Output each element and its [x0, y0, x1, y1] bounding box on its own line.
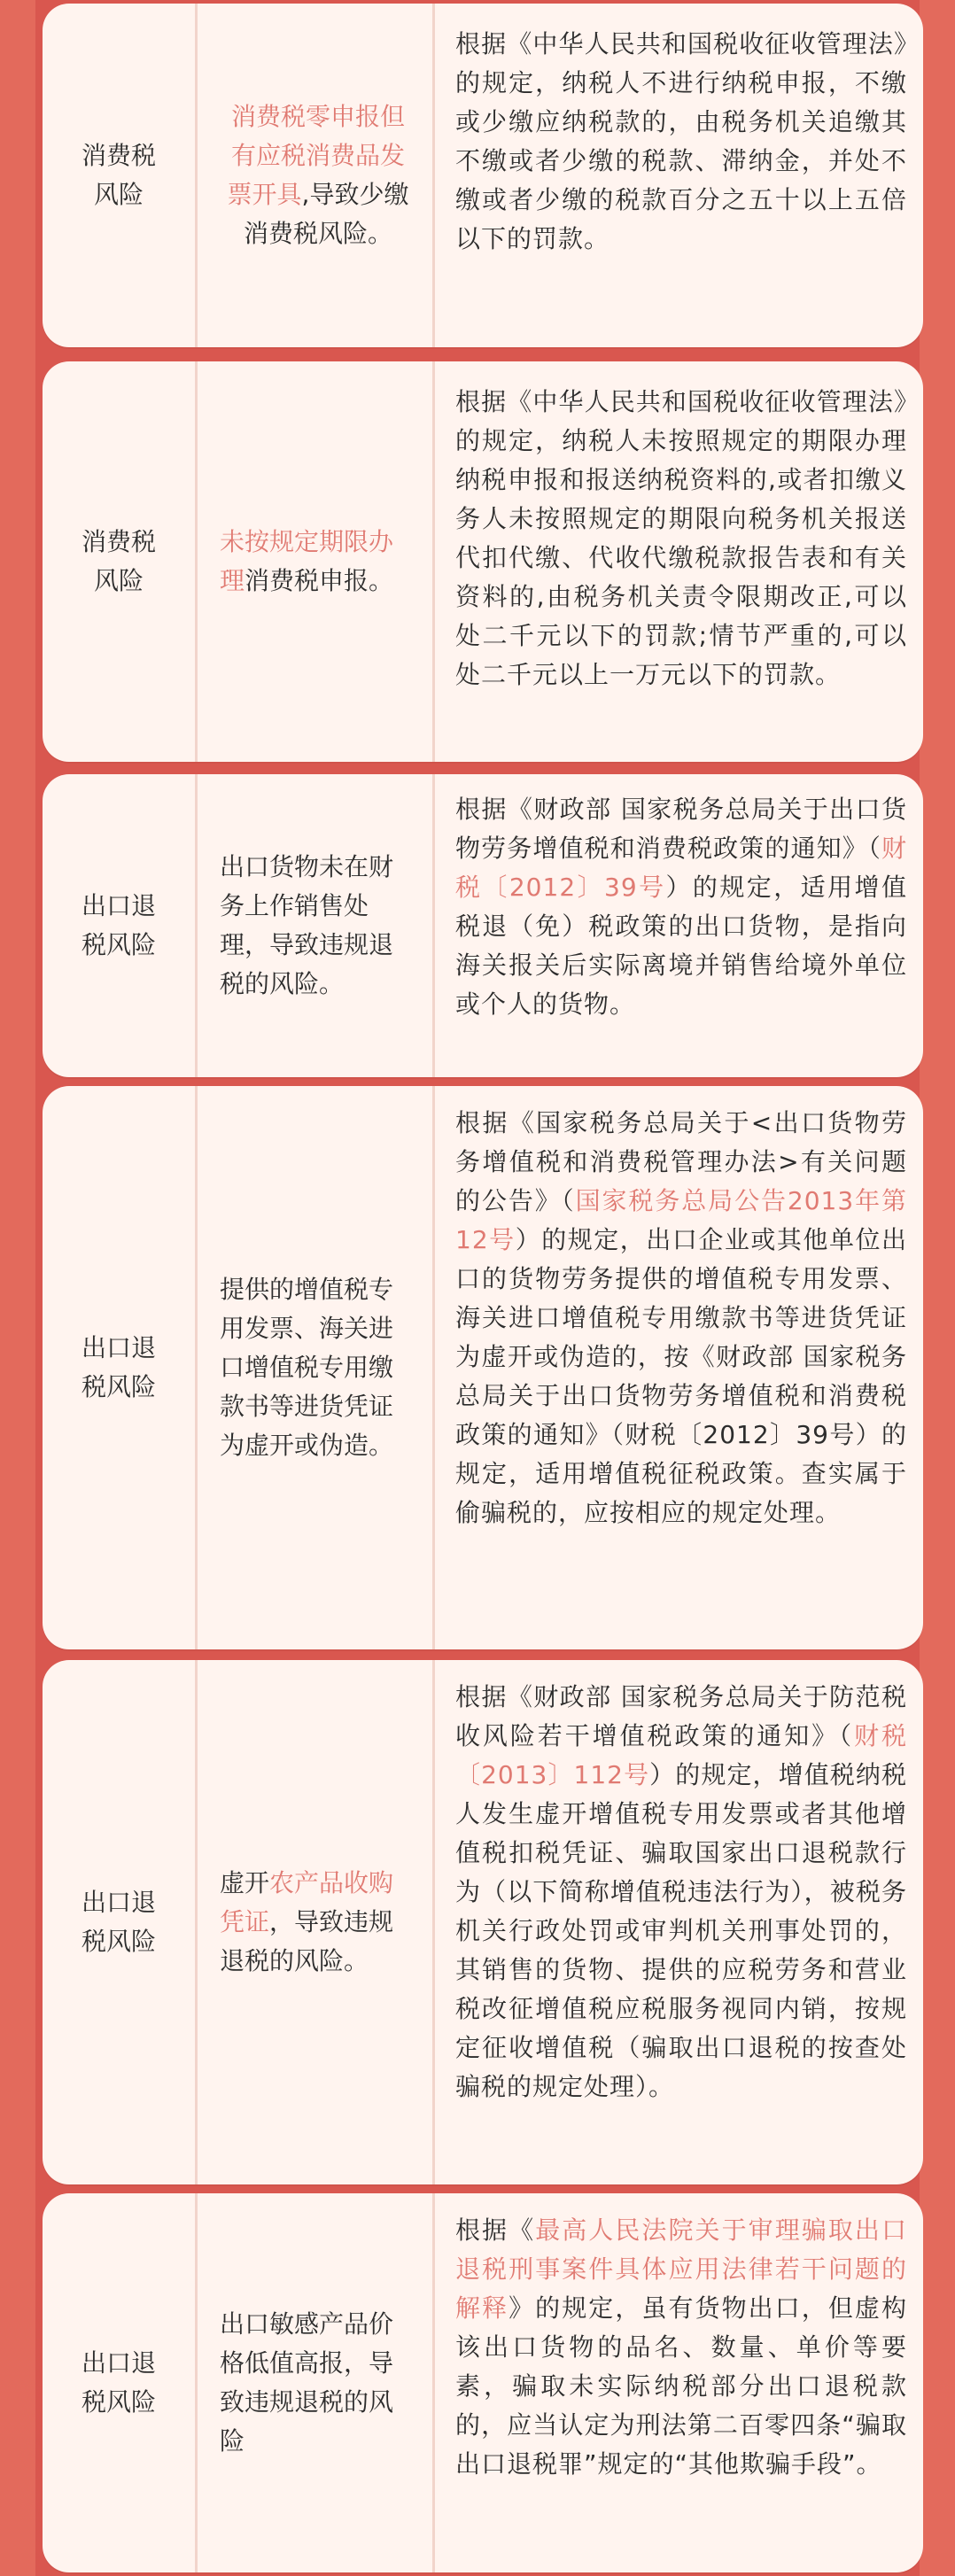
column-divider: [195, 1086, 198, 1649]
legal-basis-cell: [455, 383, 907, 694]
risk-type-cell: [43, 1086, 195, 1649]
column-divider: [432, 2193, 435, 2572]
risk-description-highlight: 未按规定期限办理: [220, 527, 394, 595]
risk-description-cell: [220, 1086, 416, 1649]
risk-type-label: 出口退税风险: [81, 1888, 156, 1956]
risk-description-cell: [220, 361, 416, 762]
legal-basis-cell: [455, 25, 907, 259]
column-divider: [195, 361, 198, 762]
left-decor-rail: [0, 0, 35, 2576]
risk-type-cell: [43, 2193, 195, 2572]
column-divider: [432, 774, 435, 1077]
column-divider: [432, 361, 435, 762]
column-divider: [195, 1660, 198, 2184]
risk-description-highlight: 农产品收购凭证: [220, 1868, 394, 1936]
risk-type-cell: [43, 361, 195, 762]
table-row: [43, 774, 923, 1077]
table-row: [43, 361, 923, 762]
legal-basis-cell: [455, 2211, 907, 2484]
risk-type-cell: [43, 774, 195, 1077]
column-divider: [432, 1086, 435, 1649]
legal-basis-highlight: 最高人民法院关于审理骗取出口退税刑事案件具体应用法律若干问题的解释: [455, 2215, 907, 2323]
legal-basis-text-after: 》的规定，虽有货物出口，但虚构该出口货物的品名、数量、单价等要素，骗取未实际纳税部分出口退税款的，应当认定为刑法第二百零四条“骗取出口退税罪”规定的“其他欺骗手段”。: [455, 2293, 907, 2479]
legal-basis-text: 根据《中华人民共和国税收征收管理法》的规定，纳税人不进行纳税申报，不缴或少缴应纳税款的，由税务机关追缴其不缴或者少缴的税款、滞纳金，并处不缴或者少缴的税款百分之五十以上五倍以下的罚款。: [455, 29, 907, 253]
risk-type-label: 消费税风险: [81, 141, 156, 209]
risk-description-highlight: 消费税零申报但有应税消费品发票开具: [227, 102, 405, 209]
risk-type-label: 出口退税风险: [81, 891, 156, 959]
column-divider: [432, 4, 435, 347]
risk-type-label: 消费税风险: [81, 527, 156, 595]
legal-basis-highlight: 国家税务总局公告2013年第12号: [455, 1186, 907, 1254]
risk-description-cell: [220, 2193, 416, 2572]
table-row: [43, 1086, 923, 1649]
legal-basis-text: 根据《中华人民共和国税收征收管理法》的规定，纳税人未按照规定的期限办理纳税申报和报送纳税资料的,或者扣缴义务人未按照规定的期限向税务机关报送代扣代缴、代收代缴税款报告表和有关资料的,由税务机关责令限期改正,可以处二千元以下的罚款;情节严重的,可以处二千元以上一万元以下的罚款。: [455, 387, 907, 689]
risk-description-cell: [220, 4, 416, 347]
risk-description-cell: [220, 774, 416, 1077]
risk-description-text: 出口货物未在财务上作销售处理，导致违规退税的风险。: [220, 852, 394, 998]
legal-basis-cell: [455, 790, 907, 1024]
right-decor-rail: [920, 0, 955, 2576]
risk-description-text: 消费税申报。: [245, 566, 394, 595]
risk-description-text: 虚开: [220, 1868, 270, 1897]
risk-description-text: 出口敏感产品价格低值高报，导致违规退税的风险: [220, 2309, 394, 2456]
risk-description-text: ,导致少缴消费税风险。: [243, 180, 409, 248]
table-row: [43, 1660, 923, 2184]
legal-basis-text: 根据《国家税务总局关于<出口货物劳务增值税和消费税管理办法>有关问题的公告》（: [455, 1108, 907, 1215]
risk-type-cell: [43, 4, 195, 347]
risk-description-text-after: ，导致违规退税的风险。: [220, 1907, 394, 1975]
legal-basis-text-after: ）的规定，出口企业或其他单位出口的货物劳务提供的增值税专用发票、海关进口增值税专用缴款书等进货凭证为虚开或伪造的，按《财政部 国家税务总局关于出口货物劳务增值税和消费税政策的通知》（财税〔2012〕39号）的规定，适用增值税征税政策。查实属于偷骗税的，应按相应的规定处理。: [455, 1225, 907, 1527]
legal-basis-text: 根据《财政部 国家税务总局关于防范税收风险若干增值税政策的通知》（: [455, 1682, 907, 1750]
risk-description-cell: [220, 1660, 416, 2184]
legal-basis-highlight: 财税〔2012〕39号: [455, 834, 907, 902]
column-divider: [432, 1660, 435, 2184]
risk-type-cell: [43, 1660, 195, 2184]
table-row: [43, 2193, 923, 2572]
legal-basis-text-after: ）的规定，增值税纳税人发生虚开增值税专用发票或者其他增值税扣税凭证、骗取国家出口退税款行为（以下简称增值税违法行为），被税务机关行政处罚或审判机关刑事处罚的，其销售的货物、提供的应税劳务和营业税改征增值税应税服务视同内销，按规定征收增值税（骗取出口退税的按查处骗税的规定处理）。: [455, 1760, 907, 2101]
risk-type-label: 出口退税风险: [81, 2348, 156, 2417]
legal-basis-text: 根据《财政部 国家税务总局关于出口货物劳务增值税和消费税政策的通知》（: [455, 795, 907, 863]
column-divider: [195, 4, 198, 347]
column-divider: [195, 774, 198, 1077]
column-divider: [195, 2193, 198, 2572]
table-row: [43, 4, 923, 347]
risk-type-label: 出口退税风险: [81, 1333, 156, 1401]
legal-basis-cell: [455, 1104, 907, 1532]
legal-basis-text-after: ）的规定，适用增值税退（免）税政策的出口货物，是指向海关报关后实际离境并销售给境外单位或个人的货物。: [455, 873, 907, 1019]
risk-description-text: 提供的增值税专用发票、海关进口增值税专用缴款书等进货凭证为虚开或伪造。: [220, 1275, 394, 1460]
legal-basis-highlight: 财税〔2013〕112号: [455, 1721, 907, 1789]
legal-basis-text: 根据《: [455, 2215, 536, 2245]
legal-basis-cell: [455, 1678, 907, 2107]
